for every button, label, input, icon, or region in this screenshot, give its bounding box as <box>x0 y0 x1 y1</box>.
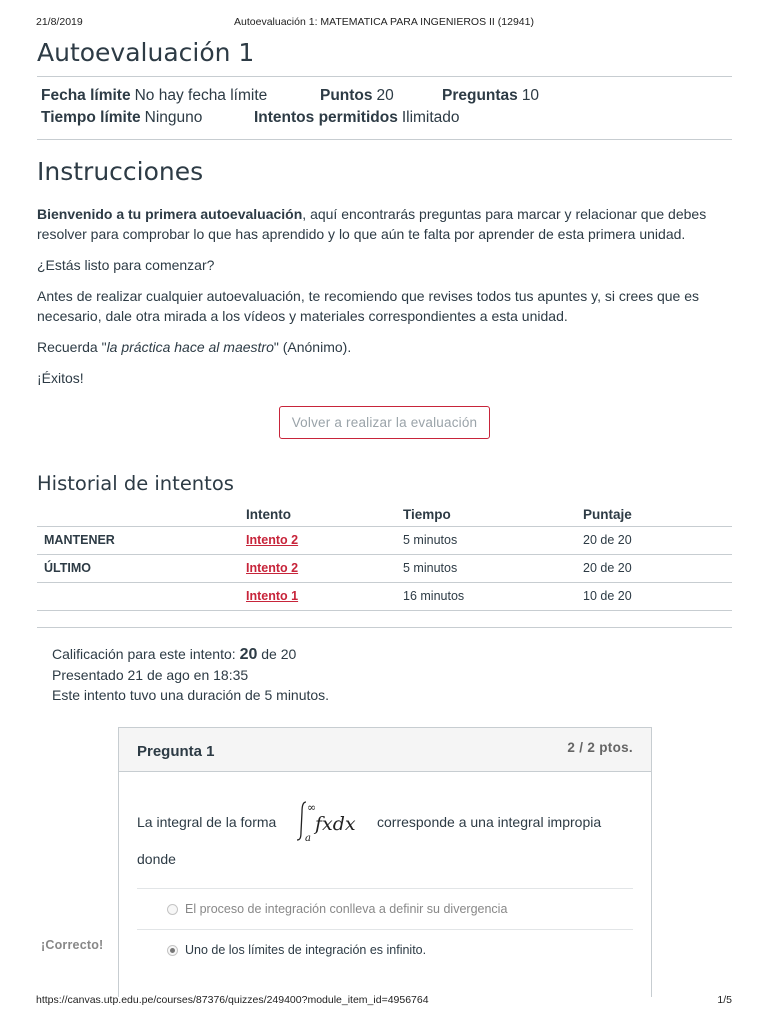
print-url: https://canvas.utp.edu.pe/courses/87376/quizzes/249400?module_item_id=4956764 <box>36 994 429 1006</box>
meta-attempts <box>254 107 460 129</box>
page-title: Autoevaluación 1 <box>37 38 255 67</box>
instructions-paragraph <box>37 204 732 244</box>
print-doc-title: Autoevaluación 1: MATEMATICA PARA INGENIEROS II (12941) <box>234 16 534 28</box>
attempt-result <box>37 644 732 705</box>
retake-quiz-button[interactable]: Volver a realizar la evaluación <box>279 406 491 439</box>
meta-points-label: Puntos <box>320 87 373 104</box>
radio-button-checked[interactable] <box>167 945 178 956</box>
question-card <box>118 727 652 997</box>
integral-lower-limit: a <box>305 833 311 842</box>
divider <box>37 139 732 140</box>
attempt-tag: MANTENER <box>37 526 246 554</box>
meta-questions <box>442 85 539 107</box>
divider <box>37 627 732 628</box>
meta-time-value: Ninguno <box>144 109 203 126</box>
attempt-score: 20 de 20 <box>583 554 732 582</box>
answer-option[interactable] <box>137 888 633 929</box>
meta-points <box>320 85 394 107</box>
instructions-welcome: Bienvenido a tu primera autoevaluación <box>37 206 303 222</box>
quote-post: " (Anónimo). <box>273 339 352 355</box>
meta-attempts-label: Intentos permitidos <box>254 109 398 126</box>
meta-time <box>41 107 202 129</box>
answer-text: El proceso de integración conlleva a definir su divergencia <box>185 902 508 916</box>
attempt-score: 20 de 20 <box>583 526 732 554</box>
attempt-history-table <box>37 506 732 611</box>
score-label: Calificación para este intento: <box>52 645 236 662</box>
table-header: Tiempo <box>403 506 583 526</box>
instructions-paragraph: ¡Éxitos! <box>37 370 84 386</box>
score-value: 20 <box>239 645 258 663</box>
question-text <box>137 772 633 872</box>
attempt-time: 16 minutos <box>403 582 583 610</box>
meta-attempts-value: Ilimitado <box>401 109 460 126</box>
question-text-before: La integral de la forma <box>137 814 277 830</box>
table-header: Puntaje <box>583 506 732 526</box>
table-header-row <box>37 506 732 526</box>
correct-answer-flag: ¡Correcto! <box>41 938 104 952</box>
print-header <box>36 16 732 30</box>
question-header <box>119 728 651 772</box>
integral-integrand: fxdx <box>315 813 356 835</box>
quote-text: la práctica hace al maestro <box>106 339 274 355</box>
table-row <box>37 526 732 554</box>
score-total: de 20 <box>261 645 297 662</box>
attempt-link[interactable]: Intento 1 <box>246 589 299 603</box>
meta-time-label: Tiempo límite <box>41 109 141 126</box>
attempt-link[interactable]: Intento 2 <box>246 533 299 547</box>
question-points: 2 / 2 ptos. <box>567 740 633 755</box>
attempt-time: 5 minutos <box>403 554 583 582</box>
print-footer <box>36 994 732 1008</box>
submitted-line: Presentado 21 de ago en 18:35 <box>52 666 249 683</box>
radio-button[interactable] <box>167 904 178 915</box>
instructions-welcome-rest: , aquí encontrarás preguntas para marcar y relacionar que debes resolver para comprobar lo que has aprendido y lo que aún te falta por aprender de esta primera unidad. <box>37 206 707 242</box>
print-page-number: 1/5 <box>717 994 732 1006</box>
history-title: Historial de intentos <box>37 472 234 495</box>
attempt-time: 5 minutos <box>403 526 583 554</box>
instructions-title: Instrucciones <box>37 157 204 186</box>
question-text-line2: donde <box>137 851 176 867</box>
table-header <box>37 506 246 526</box>
quiz-content <box>37 36 732 705</box>
quiz-meta <box>37 77 732 139</box>
attempt-cell <box>246 582 403 610</box>
question-text-after: corresponde a una integral impropia <box>377 814 602 830</box>
attempt-score: 10 de 20 <box>583 582 732 610</box>
integral-formula <box>295 800 371 842</box>
quote-pre: Recuerda " <box>37 339 107 355</box>
table-row <box>37 582 732 610</box>
attempt-tag: ÚLTIMO <box>37 554 246 582</box>
question-body <box>119 772 651 970</box>
meta-due-value: No hay fecha límite <box>134 87 268 104</box>
attempt-cell <box>246 554 403 582</box>
score-line <box>52 644 732 665</box>
meta-row-2 <box>41 107 728 129</box>
meta-due <box>41 85 267 107</box>
attempt-cell <box>246 526 403 554</box>
retake-wrap <box>37 406 732 440</box>
instructions-paragraph <box>37 337 732 357</box>
duration-line: Este intento tuvo una duración de 5 minutos. <box>52 686 330 703</box>
attempt-link[interactable]: Intento 2 <box>246 561 299 575</box>
instructions-paragraph: ¿Estás listo para comenzar? <box>37 257 215 273</box>
meta-row-1 <box>41 85 728 107</box>
meta-questions-label: Preguntas <box>442 87 518 104</box>
answer-text: Uno de los límites de integración es infinito. <box>185 943 427 957</box>
answer-option-selected[interactable] <box>137 929 633 970</box>
table-row <box>37 554 732 582</box>
meta-due-label: Fecha límite <box>41 87 131 104</box>
instructions-paragraph: Antes de realizar cualquier autoevaluación, te recomiendo que revises todos tus apuntes y, si crees que es necesario, dale otra mirada a los vídeos y materiales correspondientes a esta unidad. <box>37 288 700 324</box>
print-date: 21/8/2019 <box>36 16 83 28</box>
instructions-body <box>37 204 732 388</box>
table-header: Intento <box>246 506 403 526</box>
attempt-tag <box>37 582 246 610</box>
meta-questions-value: 10 <box>521 87 540 104</box>
answer-list <box>137 888 633 970</box>
meta-points-value: 20 <box>376 87 394 104</box>
question-title: Pregunta 1 <box>137 743 215 760</box>
integral-upper-limit: ∞ <box>307 801 317 814</box>
